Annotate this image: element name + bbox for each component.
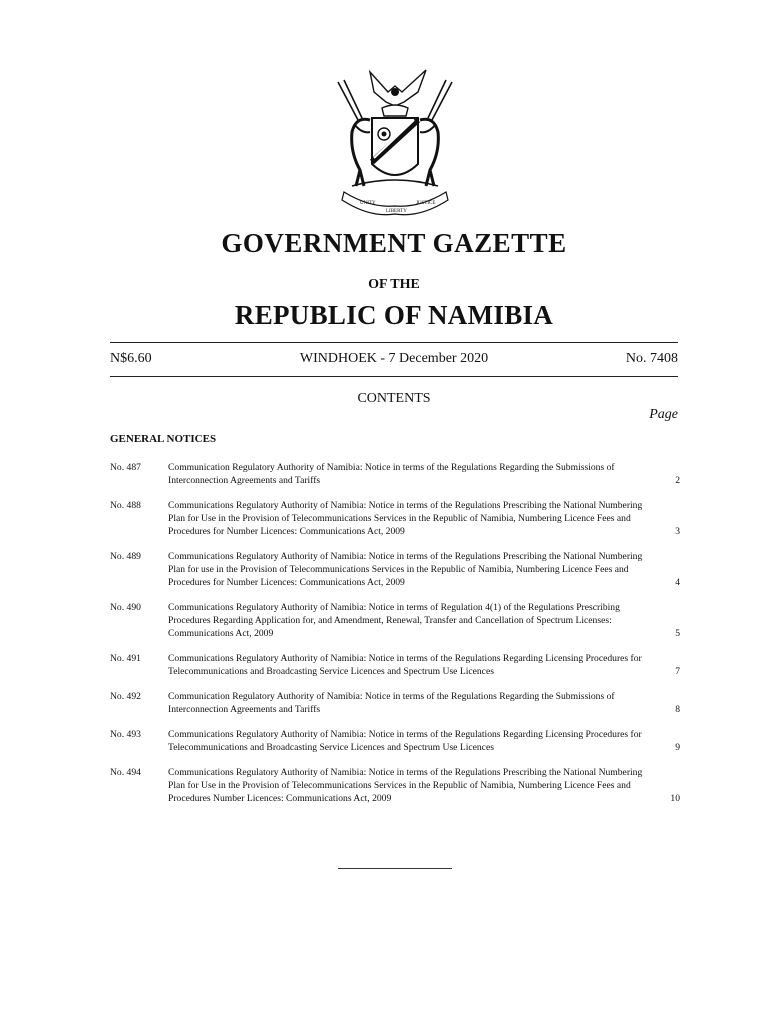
gazette-title: GOVERNMENT GAZETTE bbox=[221, 228, 567, 258]
notice-page: 7 bbox=[675, 666, 680, 677]
coat-of-arms bbox=[330, 62, 460, 222]
notice-description: Communications Regulatory Authority of Namibia: Notice in terms of the Regulations Prescribing the National Numbering Plan for Use in the Provision of Telecommunications Services in the Republic of Namibia, Numbering Licence Fees and Procedures for Number Licences: Communications Act, 2009 bbox=[168, 500, 643, 537]
gazette-number: No. 7408 bbox=[625, 351, 678, 366]
notice-item bbox=[110, 499, 680, 538]
notice-description: Communications Regulatory Authority of Namibia: Notice in terms of the Regulations Regarding Licensing Procedures for Telecommunications and Broadcasting Service Licences and Spectrum Use Licences bbox=[168, 653, 642, 677]
gazette-price: N$6.60 bbox=[110, 351, 152, 366]
end-rule bbox=[338, 868, 452, 869]
motto-justice: JUSTICE bbox=[416, 201, 436, 206]
notice-number: No. 491 bbox=[110, 653, 141, 664]
notice-page: 9 bbox=[675, 742, 680, 753]
notice-item bbox=[110, 601, 680, 640]
notice-item bbox=[110, 728, 680, 754]
notice-description: Communications Regulatory Authority of Namibia: Notice in terms of the Regulations Prescribing the National Numbering Plan for use in the Provision of Telecommunications Services in the Republic of Namibia, Numbering Licence Fees and Procedures for Number Licences: Communications Act, 2009 bbox=[168, 551, 643, 588]
notice-item bbox=[110, 461, 680, 487]
notice-number: No. 487 bbox=[110, 462, 141, 473]
notice-number: No. 488 bbox=[110, 500, 141, 511]
notice-page: 5 bbox=[675, 628, 680, 639]
notice-item bbox=[110, 766, 680, 805]
notice-page: 4 bbox=[675, 577, 680, 588]
notice-item bbox=[110, 550, 680, 589]
contents-heading: CONTENTS bbox=[357, 391, 431, 406]
notice-page: 2 bbox=[675, 475, 680, 486]
notice-number: No. 490 bbox=[110, 602, 141, 613]
notice-number: No. 489 bbox=[110, 551, 141, 562]
header-rule-top bbox=[110, 342, 678, 343]
notice-list bbox=[110, 461, 680, 817]
gazette-subtitle: OF THE bbox=[368, 277, 420, 292]
notice-number: No. 493 bbox=[110, 729, 141, 740]
notice-number: No. 494 bbox=[110, 767, 141, 778]
page-column-heading: Page bbox=[649, 407, 678, 422]
notice-description: Communication Regulatory Authority of Namibia: Notice in terms of the Regulations Regarding the Submissions of Interconnection Agreements and Tariffs bbox=[168, 462, 615, 486]
notice-description: Communication Regulatory Authority of Namibia: Notice in terms of the Regulations Regarding the Submissions of Interconnection Agreements and Tariffs bbox=[168, 691, 615, 715]
notice-item bbox=[110, 690, 680, 716]
notice-description: Communications Regulatory Authority of Namibia: Notice in terms of the Regulations Regarding Licensing Procedures for Telecommunications and Broadcasting Service Licences and Spectrum Use Licences bbox=[168, 729, 642, 753]
notice-page: 3 bbox=[675, 526, 680, 537]
motto-liberty: LIBERTY bbox=[386, 209, 407, 214]
section-heading: GENERAL NOTICES bbox=[110, 433, 217, 445]
motto-unity: UNITY bbox=[360, 201, 376, 206]
notice-page: 10 bbox=[670, 793, 680, 804]
notice-number: No. 492 bbox=[110, 691, 141, 702]
notice-item bbox=[110, 652, 680, 678]
namibia-coat-of-arms-icon bbox=[330, 62, 460, 222]
notice-description: Communications Regulatory Authority of Namibia: Notice in terms of Regulation 4(1) of the Regulations Prescribing Procedures Regarding Application for, and Amendment, Renewal, Transfer and Cancellation of Spectrum Licenses: Communications Act, 2009 bbox=[168, 602, 620, 639]
notice-description: Communications Regulatory Authority of Namibia: Notice in terms of the Regulations Prescribing the National Numbering Plan for Use in the Provision of Telecommunications Services in the Republic of Namibia, Numbering Licence Fees and Procedures Number Licences: Communications Act, 2009 bbox=[168, 767, 643, 804]
header-rule-bottom bbox=[110, 376, 678, 377]
notice-page: 8 bbox=[675, 704, 680, 715]
gazette-dateline: WINDHOEK - 7 December 2020 bbox=[299, 351, 489, 366]
gazette-country: REPUBLIC OF NAMIBIA bbox=[234, 300, 554, 330]
